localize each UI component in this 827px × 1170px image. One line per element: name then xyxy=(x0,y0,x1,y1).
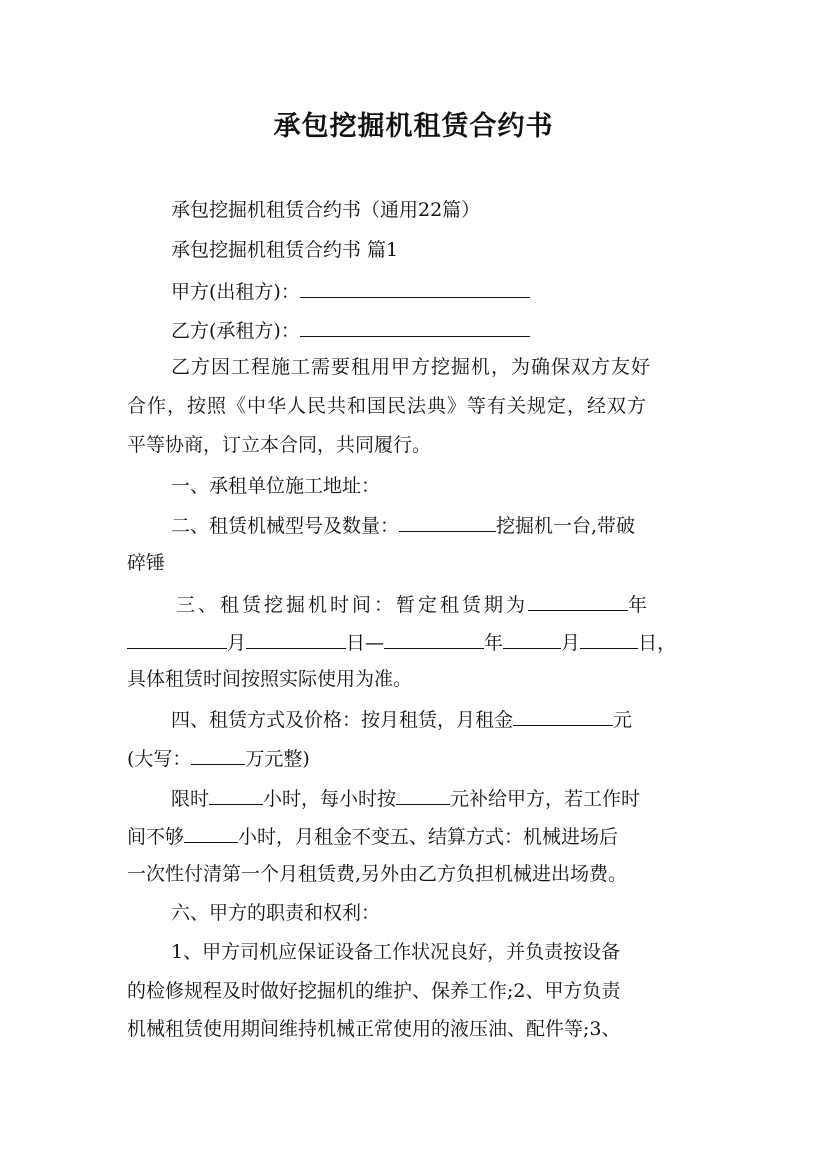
section-heading: 承包挖掘机租赁合约书 篇1 xyxy=(171,239,399,261)
duties-line-3: 机械租赁使用期间维持机械正常使用的液压油、配件等;3、 xyxy=(127,1018,621,1040)
limit-blank-yuan xyxy=(396,785,450,805)
limit-p2: 小时，每小时按 xyxy=(263,788,397,810)
party-b-blank xyxy=(300,317,530,337)
item-3-blank-year2 xyxy=(384,629,484,649)
party-a-blank xyxy=(300,278,530,298)
limit-line-3: 一次性付清第一个月租赁费,另外由乙方负担机械进出场费。 xyxy=(127,863,628,885)
item-3-prefix: 三、租赁挖掘机时间：暂定租赁期为 xyxy=(176,594,529,616)
limit-l2b: 小时，月租金不变五、结算方式：机械进场后 xyxy=(238,826,619,848)
item-3-blank-year xyxy=(528,591,628,611)
item-4-prefix: 四、租赁方式及价格：按月租赁，月租金 xyxy=(171,709,514,731)
limit-l2a: 间不够 xyxy=(127,826,185,848)
item-2-line-1 xyxy=(171,512,751,538)
party-b-label: 乙方(承租方)： xyxy=(171,320,300,342)
duties-line-2: 的检修规程及时做好挖掘机的维护、保养工作;2、甲方负责 xyxy=(127,980,621,1002)
item-3-month: 月 xyxy=(227,632,247,654)
item-4-blank-daxie xyxy=(191,745,245,765)
item-1: 一、承租单位施工地址： xyxy=(171,475,381,497)
item-3-day2: 日， xyxy=(638,632,677,654)
item-3-month2: 月 xyxy=(561,632,581,654)
intro-line-1: 乙方因工程施工需要租用甲方挖掘机，为确保双方友好 xyxy=(171,356,652,378)
intro-line-2: 合作，按照《中华人民共和国民法典》等有关规定，经双方 xyxy=(127,395,648,417)
limit-blank-hours xyxy=(209,785,263,805)
item-6: 六、甲方的职责和权利： xyxy=(171,902,381,924)
item-4-line-2 xyxy=(127,745,707,771)
item-3-line-2 xyxy=(127,629,707,655)
document-title: 承包挖掘机租赁合约书 xyxy=(273,111,554,142)
item-3-year: 年 xyxy=(628,594,651,616)
limit-line-1 xyxy=(171,785,751,811)
item-3-day-dash: 日— xyxy=(346,632,385,654)
intro-line-3: 平等协商，订立本合同，共同履行。 xyxy=(127,434,432,456)
document-subtitle: 承包挖掘机租赁合约书（通用22篇） xyxy=(171,199,481,221)
item-3-line-3: 具体租赁时间按照实际使用为准。 xyxy=(127,668,413,690)
item-2-prefix: 二、租赁机械型号及数量： xyxy=(171,515,400,537)
item-3-blank-month2 xyxy=(503,629,561,649)
item-4-line-1 xyxy=(171,706,751,732)
item-4-daxie-suffix: 万元整) xyxy=(245,748,310,770)
item-4-blank-rent xyxy=(513,706,613,726)
item-3-blank-month xyxy=(127,629,227,649)
limit-blank-hours2 xyxy=(184,823,238,843)
item-3-line-1 xyxy=(176,591,756,617)
duties-line-1: 1、甲方司机应保证设备工作状况良好，并负责按设备 xyxy=(171,941,621,963)
item-4-daxie-prefix: (大写： xyxy=(127,748,192,770)
item-4-yuan: 元 xyxy=(613,709,633,731)
item-2-line-2: 碎锤 xyxy=(127,552,166,574)
party-a-line xyxy=(171,278,751,304)
party-a-label: 甲方(出租方)： xyxy=(171,281,300,303)
item-3-year2: 年 xyxy=(484,632,504,654)
limit-line-2 xyxy=(127,823,707,849)
item-2-blank xyxy=(399,512,496,532)
limit-p1: 限时 xyxy=(171,788,210,810)
party-b-line xyxy=(171,317,751,343)
item-3-blank-day xyxy=(246,629,346,649)
limit-p3: 元补给甲方，若工作时 xyxy=(450,788,641,810)
item-3-blank-day2 xyxy=(580,629,638,649)
item-2-suffix: 挖掘机一台,带破 xyxy=(496,515,636,537)
